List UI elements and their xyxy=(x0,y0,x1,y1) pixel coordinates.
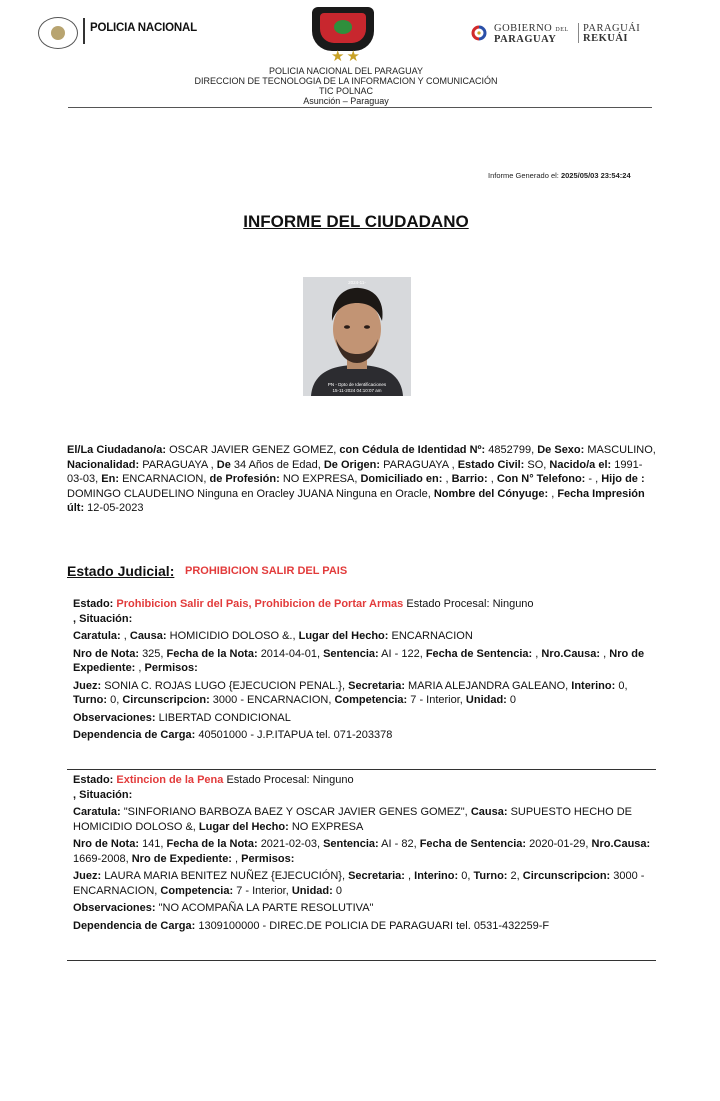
estado-judicial-value: PROHIBICION SALIR DEL PAIS xyxy=(185,565,348,577)
institution-line-2: DIRECCION DE TECNOLOGIA DE LA INFORMACION Y COMUNICACIÓN xyxy=(194,76,498,86)
citizen-photo xyxy=(303,277,411,396)
institution-line-1: POLICIA NACIONAL DEL PARAGUAY xyxy=(268,66,424,76)
header-rule xyxy=(68,107,652,108)
photo-caption-1: PN - Dpto de Identificaciones xyxy=(327,382,387,387)
stars-icon: ★★ xyxy=(331,48,362,65)
photo-caption-2: 15-11-2024 04:10:07 am xyxy=(332,388,382,393)
institution-line-4: Asunción – Paraguay xyxy=(303,96,389,106)
judicial-case-2: Estado: Extincion de la Pena Estado Procesal: Ninguno , Situación: Caratula: "SINFORIANO BARBOZA BAEZ Y OSCAR JAVIER GENES GOMEZ", Causa: SUPUESTO HECHO DE HOMICIDIO DOLOSO &, Lugar del Hecho: NO EXPRESA Nro de Nota: 141, Fecha de la Nota: 2021-02-03, Sentencia: AI - 82, Fecha de Sentencia: 2020-01-29, Nro.Causa: 1669-2008, Nro de Expediente: , Permisos: Juez: LAURA MARIA BENITEZ NUÑEZ {EJECUCIÓN}, Secretaria: , Interino: 0, Turno: 2, Circunscripcion: 3000 - ENCARNACION, Competencia: 7 - Interior, Unidad: 0 Observaciones: "NO ACOMPAÑA LA PARTE RESOLUTIVA" Dependencia de Carga: 1309100000 - DIREC.DE POLICIA DE PARAGUARI tel. 0531-432259-F xyxy=(73,774,651,932)
judicial-case-1: Estado: Prohibicion Salir del Pais, Prohibicion de Portar Armas Estado Procesal: Ninguno , Situación: Caratula: , Causa: HOMICIDIO DOLOSO &., Lugar del Hecho: ENCARNACION Nro de Nota: 325, Fecha de la Nota: 2014-04-01, Sentencia: AI - 122, Fecha de Sentencia: , Nro.Causa: , Nro de Expediente: , Permisos: Juez: SONIA C. ROJAS LUGO {EJECUCION PENAL.}, Secretaria: MARIA ALEJANDRA GALEANO, Interino: 0, Turno: 0, Circunscripcion: 3000 - ENCARNACION, Competencia: 7 - Interior, Unidad: 0 Observaciones: LIBERTAD CONDICIONAL Dependencia de Carga: 40501000 - J.P.ITAPUA tel. 071-203378 xyxy=(73,598,645,741)
case-separator-2 xyxy=(67,960,656,961)
generated-timestamp: Informe Generado el: 2025/05/03 23:54:24 xyxy=(488,171,631,180)
page-title: INFORME DEL CIUDADANO xyxy=(243,212,469,231)
police-shield-emblem xyxy=(334,20,352,34)
gobierno-divider xyxy=(578,23,579,43)
policia-nacional-logo-text: POLICIA NACIONAL xyxy=(90,22,197,34)
gobierno-flag-icon xyxy=(469,25,489,41)
portrait-illustration xyxy=(303,277,411,396)
estado-judicial-label: Estado Judicial: xyxy=(67,563,175,579)
case-separator-1 xyxy=(67,769,656,770)
institution-line-3: TIC POLNAC xyxy=(318,86,373,96)
header-divider xyxy=(83,18,85,44)
national-seal-icon xyxy=(38,17,78,49)
photo-caption-top: 2024-11- xyxy=(348,280,366,285)
paraguai-rekuai-text: PARAGUÁI REKUÁI xyxy=(583,23,641,44)
citizen-info: El/La Ciudadano/a: OSCAR JAVIER GENEZ GOMEZ, con Cédula de Identidad Nº: 4852799, De Sexo: MASCULINO, Nacionalidad: PARAGUAYA , De 34 Años de Edad, De Origen: PARAGUAYA , Estado Civil: SO, Nacido/a el: 1991-03-03, En: ENCARNACION, de Profesión: NO EXPRESA, Domiciliado en: , Barrio: , Con N° Telefono: - , Hijo de : DOMINGO CLAUDELINO Ninguna en Oracley JUANA Ninguna en Oracle, Nombre del Cónyuge: , Fecha Impresión últ: 12-05-2023 xyxy=(67,444,656,515)
gobierno-logo-text: GOBIERNO DEL PARAGUAY xyxy=(494,23,569,45)
